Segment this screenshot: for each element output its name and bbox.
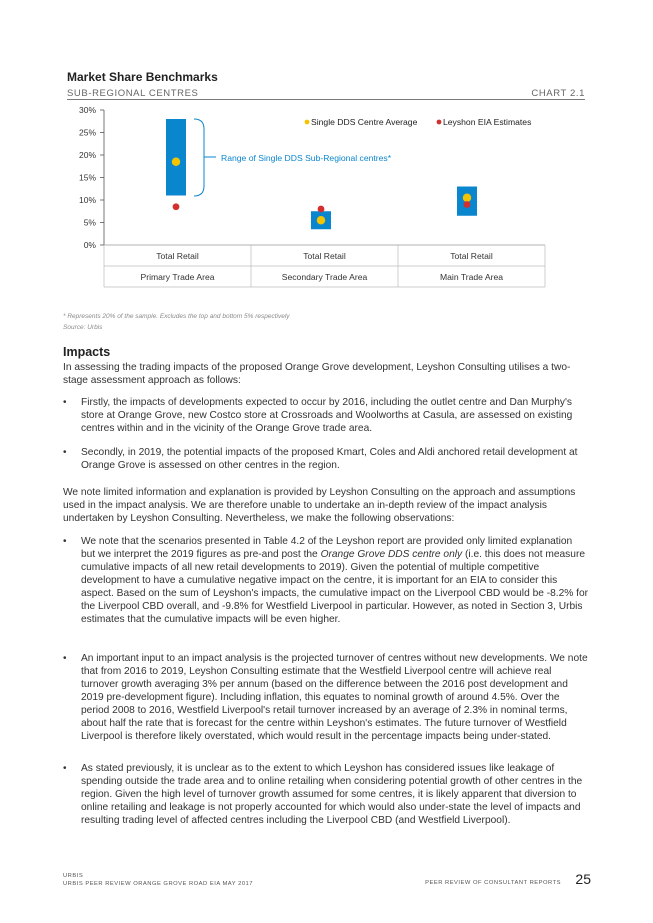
leyshon-estimate-point xyxy=(464,201,471,208)
chart-number: CHART 2.1 xyxy=(531,88,585,99)
x-tick-label: Total Retail xyxy=(450,251,493,261)
y-tick-label: 10% xyxy=(78,195,96,205)
dds-average-point xyxy=(463,194,471,202)
observations-intro: We note limited information and explanation is provided by Leyshon Consulting on the approach and assumptions used in the impact analysis. We are therefore unable to undertake an in-depth review of the impact analysis undertaken by Leyshon Consulting. Nevertheless, we make the following observations: xyxy=(63,487,576,524)
leyshon-estimate-point xyxy=(318,206,325,213)
section-heading-impacts: Impacts xyxy=(63,345,111,359)
legend-leyshon-marker xyxy=(437,120,442,125)
y-tick-label: 0% xyxy=(83,240,96,250)
chart-source: Source: Urbis xyxy=(63,324,103,331)
y-tick-label: 25% xyxy=(78,127,96,138)
x-tick-label: Main Trade Area xyxy=(439,272,504,282)
stage-bullet-text: Firstly, the impacts of developments expected to occur by 2016, including the outlet centre and Dan Murphy's store at Orange Grove, new Costco store at Crossroads and Woolworths at Casula, are assessed on existing centres within and in the vicinity of the Orange Grove trade area. xyxy=(81,397,573,434)
dds-average-point xyxy=(317,216,325,224)
x-tick-label: Total Retail xyxy=(303,251,346,261)
bullet-icon: • xyxy=(63,653,67,664)
impacts-intro: In assessing the trading impacts of the proposed Orange Grove development, Leyshon Consulting utilises a two-stage assessment approach as follows: xyxy=(63,362,571,386)
y-tick-label: 30% xyxy=(78,105,96,115)
market-share-chart xyxy=(0,100,653,290)
range-bracket xyxy=(194,119,204,196)
range-annotation: Range of Single DDS Sub-Regional centres* xyxy=(221,153,392,163)
bullet-icon: • xyxy=(63,447,67,458)
bullet-icon: • xyxy=(63,536,67,547)
y-tick-label: 20% xyxy=(78,150,96,160)
range-bar xyxy=(166,119,186,196)
page-number: 25 xyxy=(575,871,591,887)
chart-title: Market Share Benchmarks xyxy=(67,70,218,84)
y-tick-label: 15% xyxy=(78,172,96,183)
footer-section: PEER REVIEW OF CONSULTANT REPORTS xyxy=(425,880,561,886)
emphasis-text: Orange Grove DDS centre only xyxy=(320,549,463,560)
dds-average-point xyxy=(172,158,180,166)
observation-text: As stated previously, it is unclear as to the extent to which Leyshon has considered issues like leakage of spending outside the trade area and to online retailing when considering potential growth of other centres in the region. Given the high level of turnover growth assumed for some centres, it is likely apparent that diversion to online retailing and leakage is not properly accounted for which would also under-state the level of impacts and resulting trading level of affected centres including the Liverpool CBD (and Westfield Liverpool). xyxy=(81,763,583,826)
chart-footnote: * Represents 20% of the sample. Excludes the top and bottom 5% respectively xyxy=(63,313,290,320)
bullet-icon: • xyxy=(63,397,67,408)
chart-legend xyxy=(305,117,532,127)
observation-text: An important input to an impact analysis is the projected turnover of centres without new developments. We note that from 2016 to 2019, Leyshon Consulting estimate that the Westfield Liverpool centre will achieve real turnover growth averaging 3% per annum (based on the difference between the 2016 post development and 2019 pre-development figure). Including inflation, this equates to nominal growth of around 4.5%. Over the period 2008 to 2016, Westfield Liverpool's retail turnover increased by an average of 2.3% in nominal terms, about half the rate that is forecast for the centre within Leyshon's estimates. The future turnover of Westfield Liverpool is therefore likely overstated, which would result in the percentage impacts being under-stated. xyxy=(81,653,588,742)
footer-document: URBIS PEER REVIEW ORANGE GROVE ROAD EIA MAY 2017 xyxy=(63,881,254,887)
observation-text: We note that the scenarios presented in Table 4.2 of the Leyshon report are provided only limited explanation but we interpret the 2019 figures as pre-and post the Orange Grove DDS centre only (i.e. this does not measure cumulative impacts of all new retail developments to 2019). Given the potential of multiple competitive development to have a cumulative negative impact on the centre, it is important for an EIA to consider this aspect. Based on the sum of Leyshon's impacts, the cumulative impact on the Liverpool CBD would be -8.2% for the Liverpool CBD overall, and -9.8% for Westfield Liverpool in particular. However, as noted in Section 3, Urbis estimates that the cumulative impacts will be even higher. xyxy=(81,536,589,625)
x-tick-label: Total Retail xyxy=(156,251,199,261)
legend-dds-label: Single DDS Centre Average xyxy=(311,117,418,127)
footer-brand: URBIS xyxy=(63,873,84,879)
legend-dds-marker xyxy=(305,120,310,125)
bullet-icon: • xyxy=(63,763,67,774)
chart-subtitle: SUB-REGIONAL CENTRES xyxy=(67,88,199,99)
y-tick-label: 5% xyxy=(83,217,96,228)
legend-leyshon-label: Leyshon EIA Estimates xyxy=(443,117,532,127)
x-tick-label: Primary Trade Area xyxy=(140,272,215,282)
leyshon-estimate-point xyxy=(173,203,180,210)
stage-bullet-text: Secondly, in 2019, the potential impacts of the proposed Kmart, Coles and Aldi anchored retail development at Orange Grove is assessed on other centres in the region. xyxy=(81,447,578,471)
chart-range-bars xyxy=(166,119,477,229)
x-tick-label: Secondary Trade Area xyxy=(281,272,368,282)
